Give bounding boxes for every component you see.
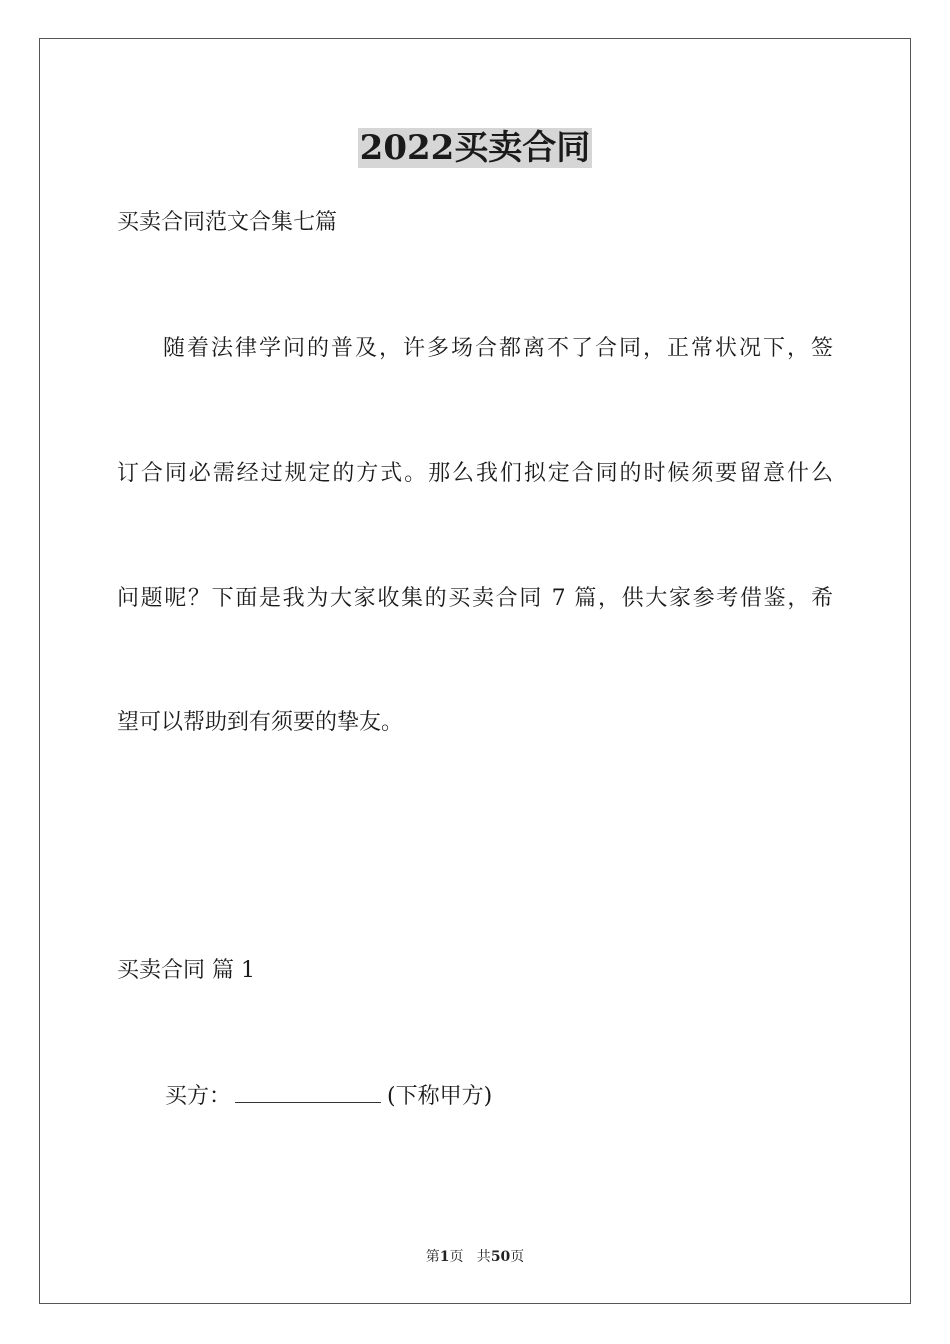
footer-suffix: 页 bbox=[510, 1249, 525, 1265]
intro-line-2: 订合同必需经过规定的方式。那么我们拟定合同的时候须要留意什么 bbox=[117, 461, 833, 486]
section-heading: 买卖合同 篇 1 bbox=[117, 958, 255, 983]
page-footer bbox=[0, 1247, 950, 1267]
document-subtitle: 买卖合同范文合集七篇 bbox=[117, 210, 338, 235]
document-title-text: 2022买卖合同 bbox=[359, 128, 591, 168]
buyer-label: 买方： bbox=[165, 1084, 232, 1109]
buyer-suffix: (下称甲方) bbox=[387, 1084, 493, 1109]
footer-total-pages: 50 bbox=[490, 1249, 511, 1265]
buyer-blank-field[interactable] bbox=[235, 1080, 381, 1103]
intro-line-3: 问题呢？下面是我为大家收集的买卖合同 7 篇，供大家参考借鉴，希 bbox=[117, 586, 833, 611]
footer-mid: 页 共 bbox=[449, 1249, 491, 1265]
buyer-line bbox=[165, 1080, 492, 1112]
intro-line-1: 随着法律学问的普及，许多场合都离不了合同，正常状况下，签 bbox=[163, 336, 833, 361]
footer-current-page: 1 bbox=[439, 1249, 450, 1265]
document-title bbox=[0, 124, 950, 172]
intro-line-4: 望可以帮助到有须要的挚友。 bbox=[117, 710, 404, 735]
footer-prefix: 第 bbox=[425, 1249, 440, 1265]
